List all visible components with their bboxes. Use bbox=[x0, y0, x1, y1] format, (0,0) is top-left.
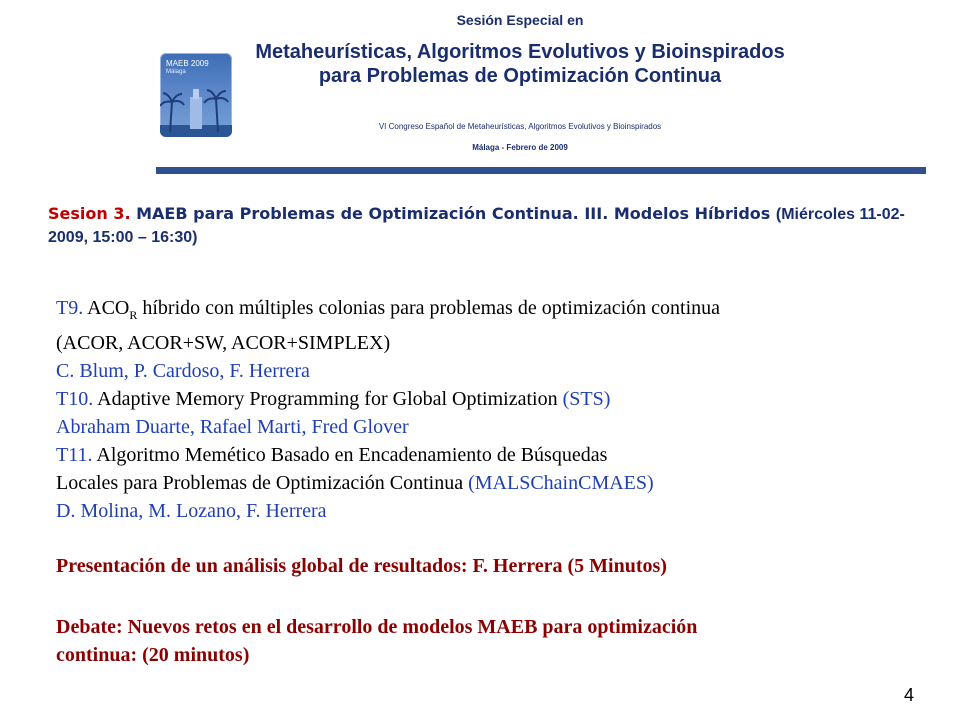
header-divider bbox=[156, 167, 926, 174]
page-number: 4 bbox=[904, 685, 915, 705]
debate-item: Debate: Nuevos retos en el desarrollo de modelos MAEB para optimización continua: (20 minutos) bbox=[56, 616, 698, 666]
logo-title: MAEB 2009 bbox=[166, 59, 209, 68]
session-title: MAEB para Problemas de Optimización Continua. III. Modelos Híbridos bbox=[136, 204, 771, 223]
talk-t9-title: T9. $ACO_R$ híbrido con múltiples colonias para problemas de optimización continua bbox=[56, 297, 721, 322]
session-label: Sesion 3. bbox=[48, 204, 131, 223]
session-heading bbox=[48, 203, 928, 249]
talk-t9-acronym: (ACOR, ACOR+SW, ACOR+SIMPLEX) bbox=[56, 332, 391, 354]
header-congress: VI Congreso Español de Metaheurísticas, Algoritmos Evolutivos y Bioinspirados bbox=[378, 122, 662, 131]
talk-t11-title: T11. Algoritmo Memético Basado en Encadenamiento de Búsquedas bbox=[56, 444, 608, 466]
global-analysis-presentation: Presentación de un análisis global de resultados: F. Herrera (5 Minutos) bbox=[56, 555, 667, 577]
palm-trees-icon bbox=[160, 77, 232, 137]
header-main-title: Metaheurísticas, Algoritmos Evolutivos y Bioinspirados para Problemas de Optimización Continua bbox=[255, 41, 785, 87]
header-place: Málaga - Febrero de 2009 bbox=[472, 143, 568, 152]
maeb-logo bbox=[160, 53, 232, 137]
talk-t10-authors: Abraham Duarte, Rafael Marti, Fred Glover bbox=[56, 416, 409, 438]
talk-t11-title-cont: Locales para Problemas de Optimización Continua (MALSChainCMAES) bbox=[56, 472, 654, 494]
session-date: (Miércoles 11-02-2009, 15:00 – 16:30) bbox=[48, 206, 905, 246]
talk-t11-authors: D. Molina, M. Lozano, F. Herrera bbox=[56, 500, 327, 522]
talk-t10-title: T10. Adaptive Memory Programming for Global Optimization (STS) bbox=[56, 388, 611, 410]
logo-subtitle: Málaga bbox=[166, 69, 186, 75]
header-top: Sesión Especial en bbox=[456, 12, 584, 28]
talk-t9-authors: C. Blum, P. Cardoso, F. Herrera bbox=[56, 360, 310, 382]
talk-list bbox=[56, 294, 936, 525]
